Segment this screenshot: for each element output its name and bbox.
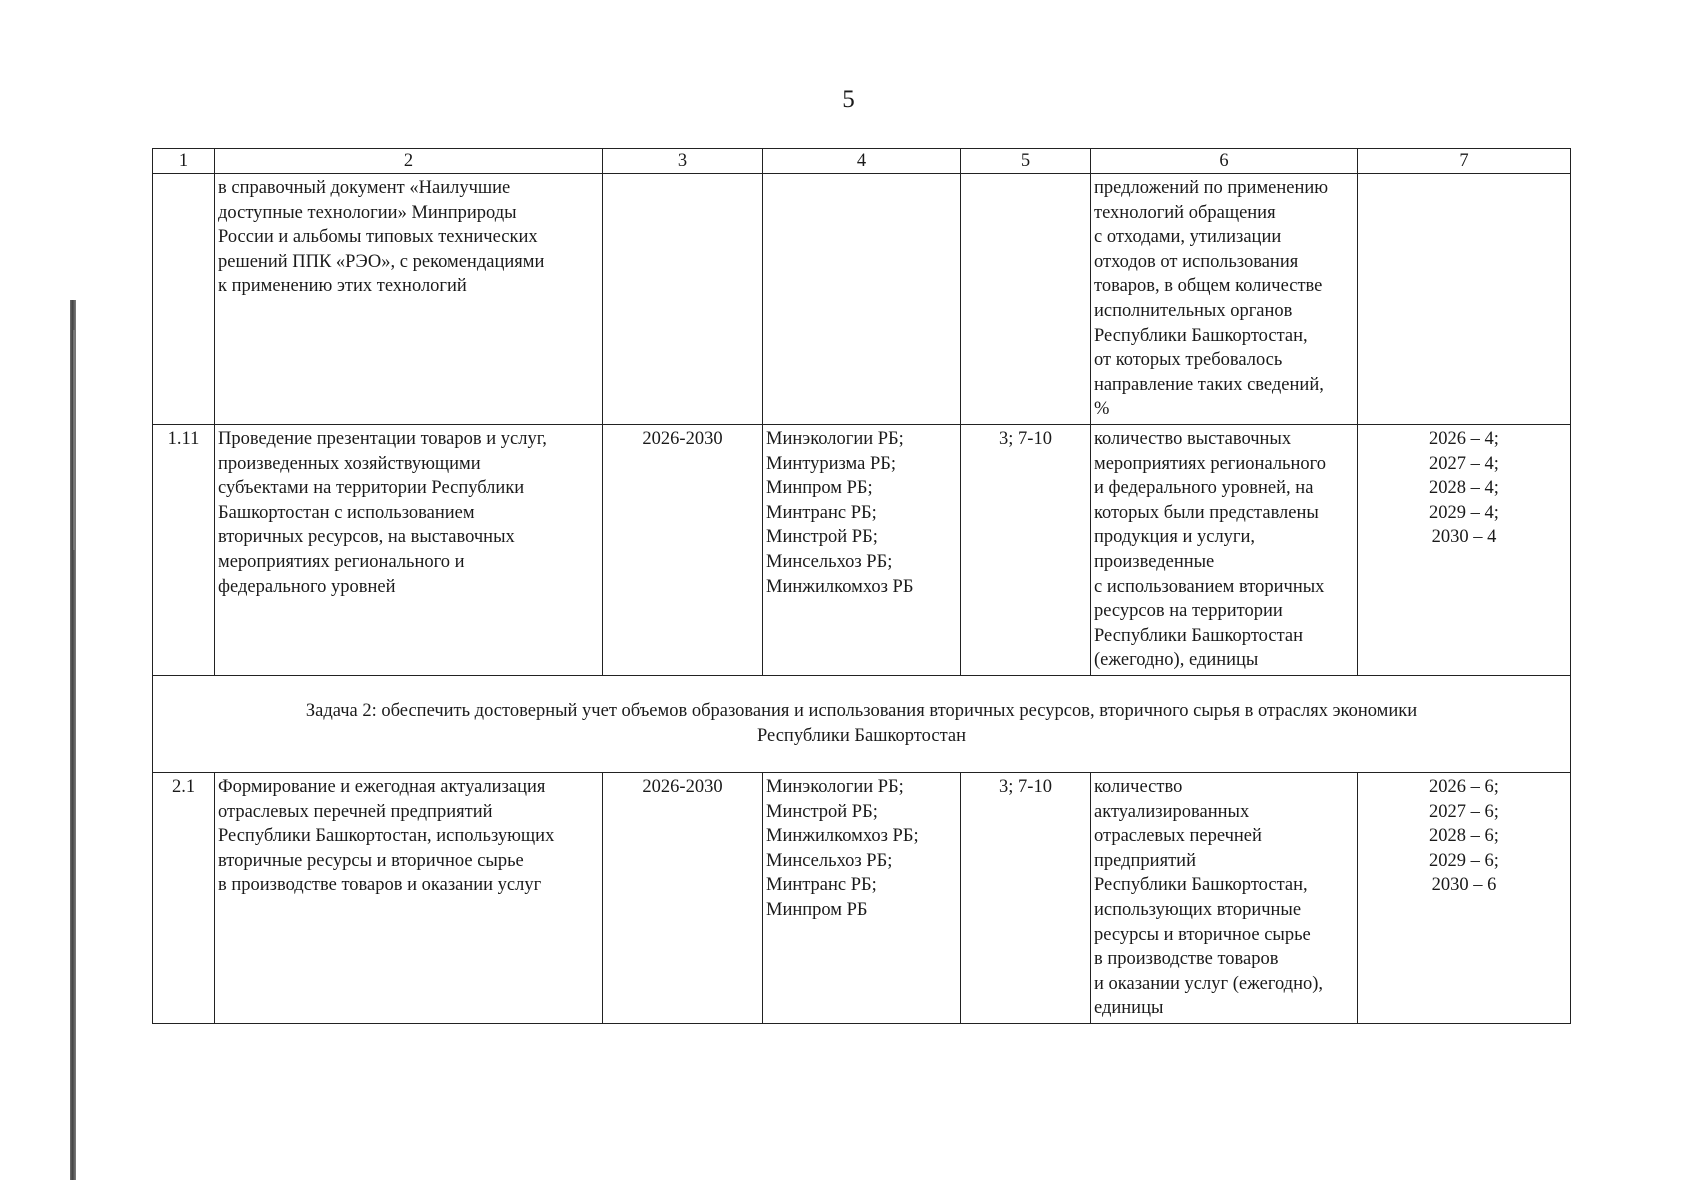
indicator-line: мероприятиях регионального [1094,453,1327,474]
period-cell: 2026-2030 [603,425,763,676]
activity-line: России и альбомы типовых технических [218,227,538,248]
executor-line: Минстрой РБ; [766,801,878,822]
indicator-line: количество [1094,777,1183,797]
measures-table [152,148,1571,1024]
activity-line: вторичные ресурсы и вторичное сырье [218,850,524,871]
target-value: 2026 – 4; [1429,429,1499,449]
target-values-cell [1358,174,1571,425]
executor-line: Минтуризма РБ; [766,453,897,474]
indicator-line: в производстве товаров [1094,949,1279,970]
activity-line: Башкортостан с использованием [218,502,475,523]
executors-cell [763,174,961,425]
target-values-cell [1358,773,1571,1024]
row-number: 2.1 [153,773,215,1024]
activity-line: Формирование и ежегодная актуализация [218,777,546,797]
indicator-line: ресурсы и вторичное сырье [1094,924,1311,945]
target-value: 2026 – 6; [1429,777,1499,797]
executors-cell [763,773,961,1024]
indicator-line: отходов от использования [1094,251,1299,272]
indicator-line: количество выставочных [1094,429,1292,449]
row-number [153,174,215,425]
activity-line: вторичных ресурсов, на выставочных [218,527,515,548]
indicator-line: использующих вторичные [1094,899,1302,920]
activity-line: мероприятиях регионального и [218,551,465,572]
indicator-line: Республики Башкортостан [1094,625,1304,646]
task-header-row [153,676,1571,773]
activity-line: Проведение презентации товаров и услуг, [218,429,547,449]
col-header-7: 7 [1358,149,1571,174]
indicator-line: предложений по применению [1094,178,1329,198]
table-row [153,174,1571,425]
activity-line: в справочный документ «Наилучшие [218,178,511,198]
executor-line: Минтранс РБ; [766,502,877,523]
indicator-line: отраслевых перечней [1094,826,1262,847]
executor-line: Минтранс РБ; [766,875,877,896]
executor-line: Минжилкомхоз РБ [766,576,914,597]
indicator-name-cell [1091,773,1358,1024]
indicator-line: % [1094,399,1110,420]
activity-cell [215,174,603,425]
col-header-4: 4 [763,149,961,174]
table-row [153,773,1571,1024]
indicator-line: предприятий [1094,850,1196,871]
col-header-2: 2 [215,149,603,174]
activity-line: в производстве товаров и оказании услуг [218,875,542,896]
indicator-line: направление таких сведений, [1094,374,1324,395]
target-value: 2027 – 4; [1429,453,1499,474]
col-header-3: 3 [603,149,763,174]
executor-line: Минпром РБ; [766,478,873,499]
executor-line: Минпром РБ [766,899,868,920]
activity-line: к применению этих технологий [218,276,467,297]
scan-edge-highlight [73,330,75,550]
period-cell: 2026-2030 [603,773,763,1024]
indicator-line: Республики Башкортостан, [1094,325,1308,346]
target-values-cell [1358,425,1571,676]
indicator-line: которых были представлены [1094,502,1319,523]
indicator-line: ресурсов на территории [1094,601,1283,622]
target-value: 2030 – 6 [1431,875,1497,896]
executor-line: Минсельхоз РБ; [766,850,893,871]
indicator-line: с отходами, утилизации [1094,227,1282,248]
column-number-header [153,149,1571,174]
activity-cell [215,773,603,1024]
task-2-line: Задача 2: обеспечить достоверный учет объемов образования и использования вторичных ресурсов, вторичного сырья в отраслях экономики [305,701,1418,722]
activity-line: Республики Башкортостан, использующих [218,826,555,847]
task-2-heading [153,676,1571,773]
indicator-line: товаров, в общем количестве [1094,276,1323,297]
executor-line: Минэкологии РБ; [766,429,904,449]
target-value: 2029 – 4; [1429,502,1499,523]
activity-line: доступные технологии» Минприроды [218,202,517,223]
activity-cell [215,425,603,676]
activity-line: федерального уровней [218,576,396,597]
target-value: 2029 – 6; [1429,850,1499,871]
indicator-line: и федерального уровней, на [1094,478,1314,499]
indicator-line: Республики Башкортостан, [1094,875,1308,896]
target-value: 2028 – 4; [1429,478,1499,499]
target-value: 2028 – 6; [1429,826,1499,847]
indicator-line: продукция и услуги, [1094,527,1256,548]
indicator-line: технологий обращения [1094,202,1276,223]
executor-line: Минстрой РБ; [766,527,878,548]
executors-cell [763,425,961,676]
table-row [153,425,1571,676]
col-header-1: 1 [153,149,215,174]
indicator-line: от которых требовалось [1094,350,1283,371]
activity-line: решений ППК «РЭО», с рекомендациями [218,251,545,272]
indicators-cell: 3; 7-10 [961,425,1091,676]
executor-line: Минжилкомхоз РБ; [766,826,919,847]
col-header-5: 5 [961,149,1091,174]
indicator-line: исполнительных органов [1094,300,1293,321]
target-value: 2027 – 6; [1429,801,1499,822]
indicator-name-cell [1091,425,1358,676]
indicators-cell [961,174,1091,425]
executor-line: Минэкологии РБ; [766,777,904,797]
indicators-cell: 3; 7-10 [961,773,1091,1024]
target-value: 2030 – 4 [1431,527,1497,548]
executor-line: Минсельхоз РБ; [766,551,893,572]
indicator-name-cell [1091,174,1358,425]
indicator-line: и оказании услуг (ежегодно), [1094,973,1324,994]
indicator-line: с использованием вторичных [1094,576,1325,597]
page-number: 5 [842,86,855,113]
col-header-6: 6 [1091,149,1358,174]
indicator-line: единицы [1094,998,1164,1019]
activity-line: произведенных хозяйствующими [218,453,481,474]
activity-line: субъектами на территории Республики [218,478,525,499]
task-2-line: Республики Башкортостан [756,726,966,746]
indicator-line: (ежегодно), единицы [1094,650,1259,671]
period-cell [603,174,763,425]
row-number: 1.11 [153,425,215,676]
activity-line: отраслевых перечней предприятий [218,801,493,822]
indicator-line: актуализированных [1094,801,1250,822]
indicator-line: произведенные [1094,551,1215,572]
